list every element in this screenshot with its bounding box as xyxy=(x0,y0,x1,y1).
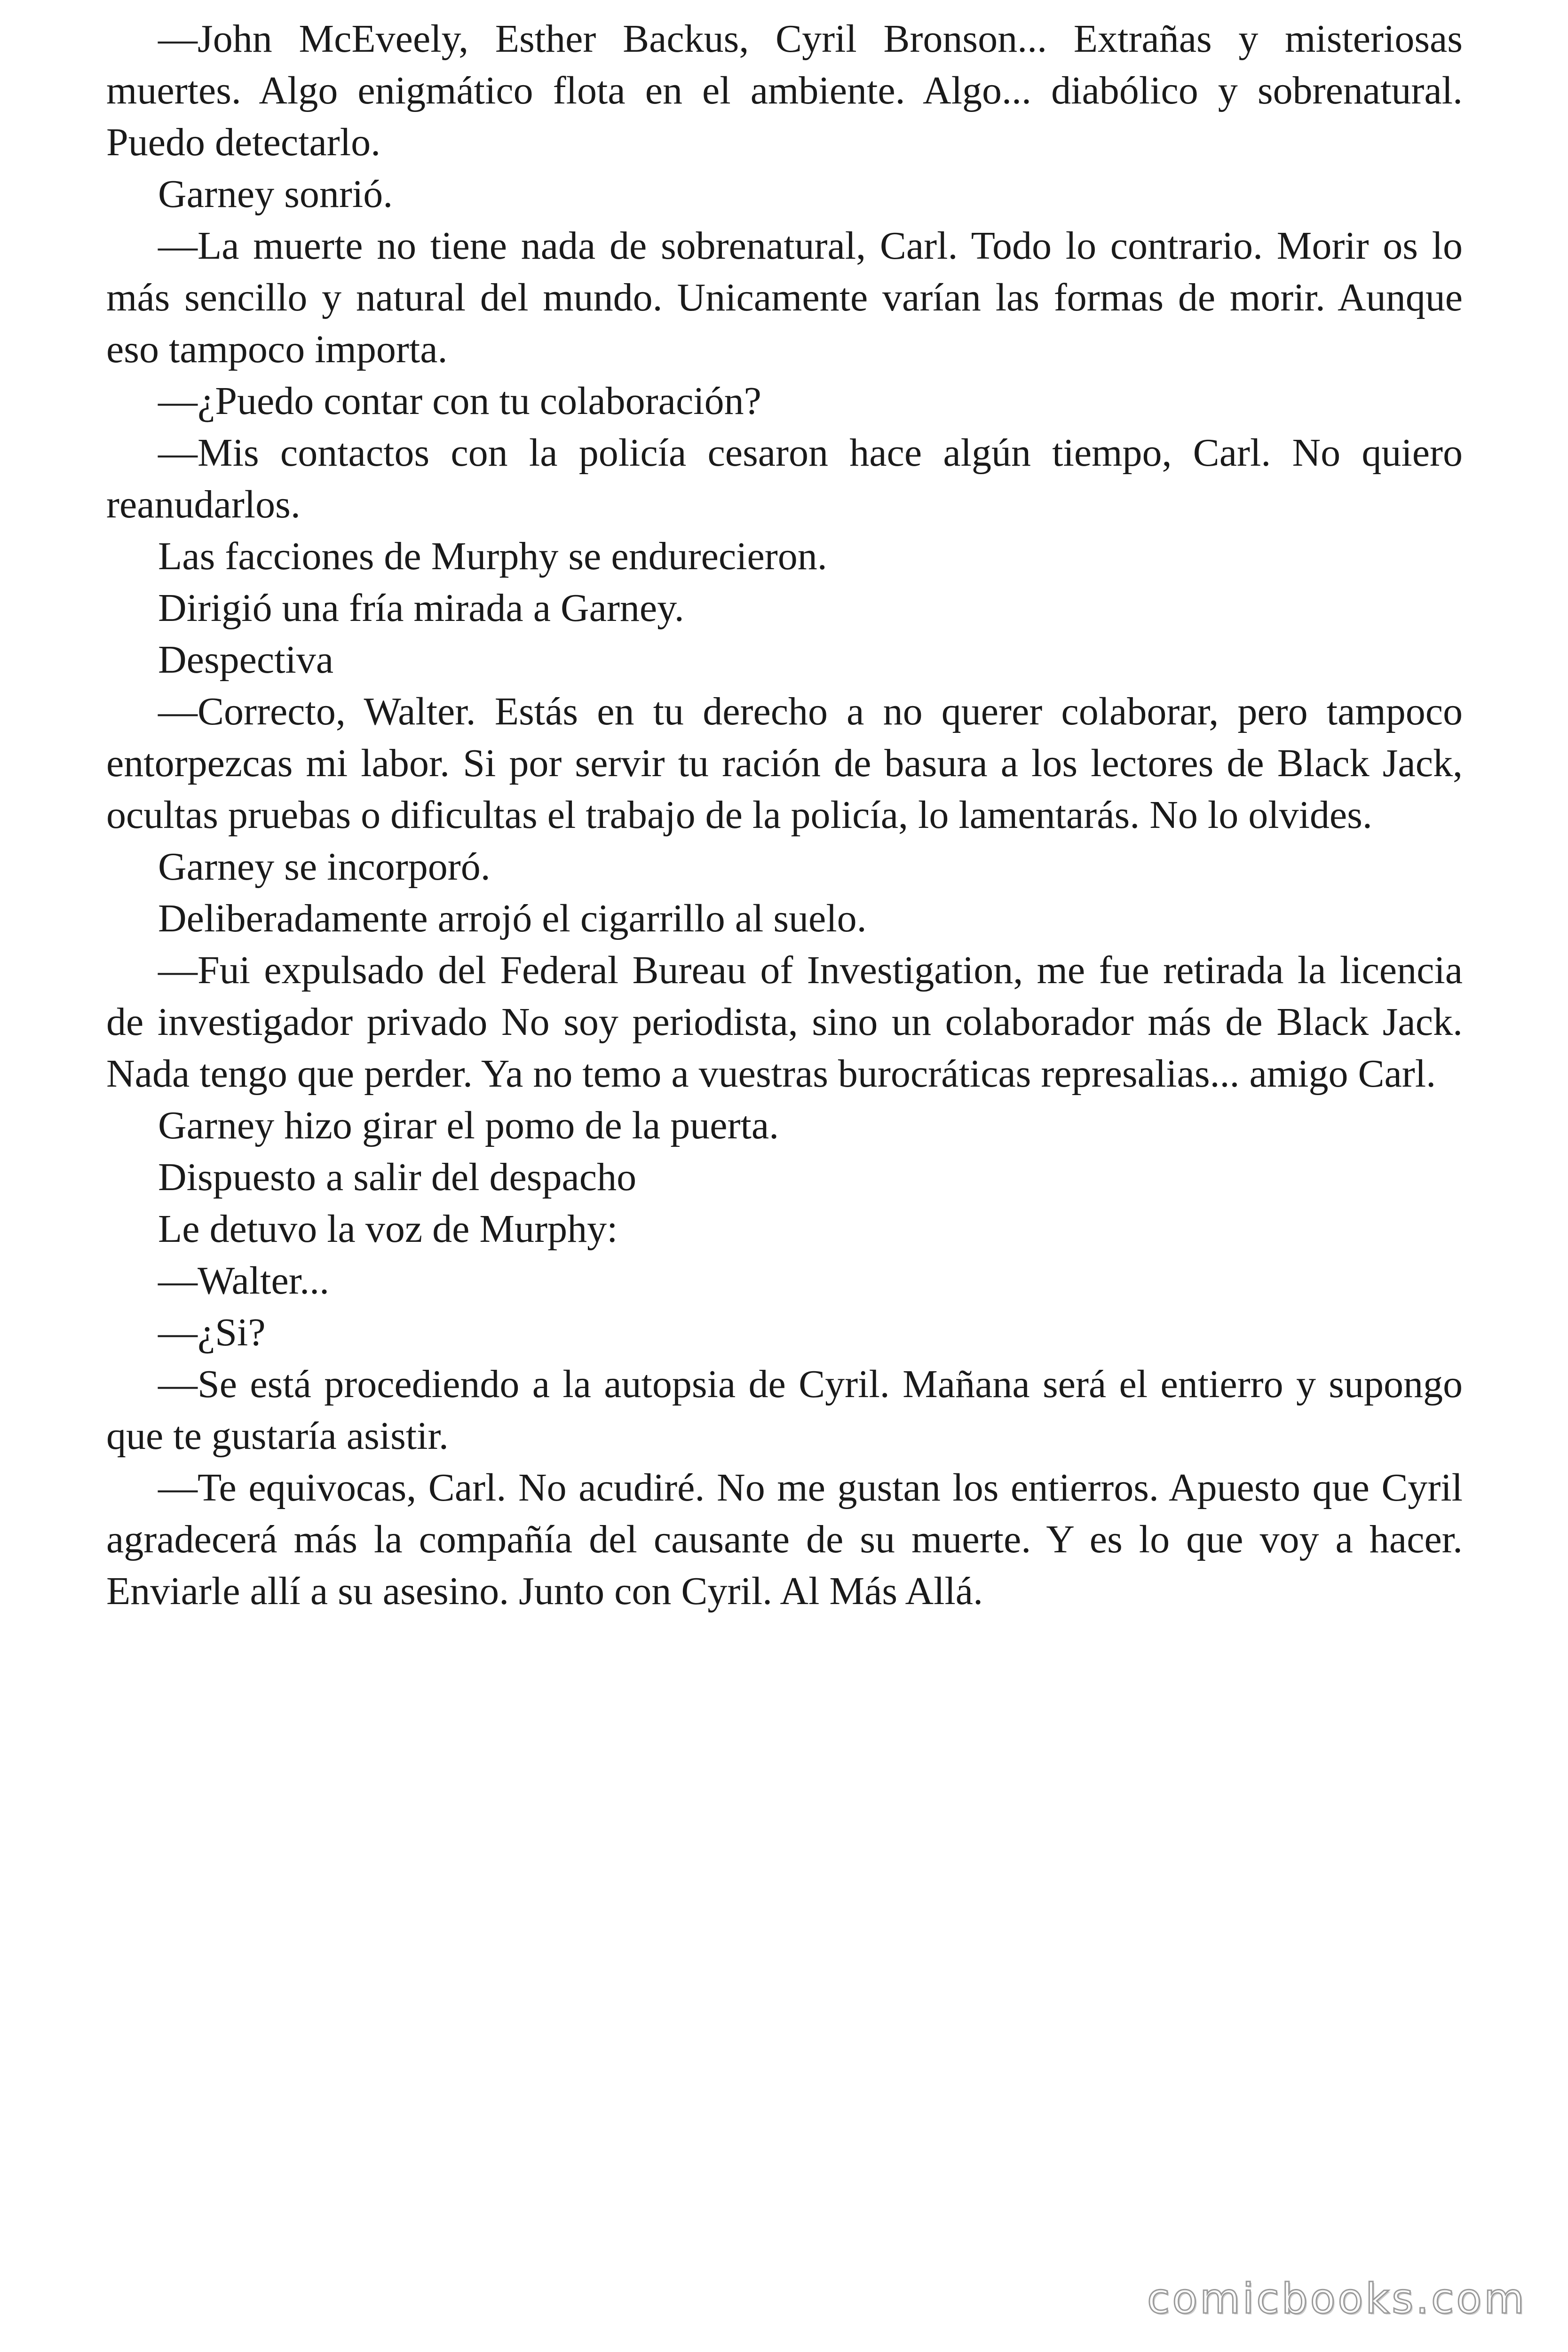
paragraph: —Te equivocas, Carl. No acudiré. No me gustan los entierros. Apuesto que Cyril agradecerá más la compañía del causante de su muerte. Y es lo que voy a hacer. Enviarle allí a su asesino. Junto con Cyril. Al Más Allá. xyxy=(106,1466,1463,1613)
paragraph: Garney sonrió. xyxy=(158,172,393,216)
paragraph: Las facciones de Murphy se endurecieron. xyxy=(158,534,827,578)
paragraph: —Walter... xyxy=(158,1259,330,1303)
paragraph: Deliberadamente arrojó el cigarrillo al suelo. xyxy=(158,897,867,940)
paragraph: Dispuesto a salir del despacho xyxy=(158,1155,637,1199)
paragraph: Garney hizo girar el pomo de la puerta. xyxy=(158,1104,779,1147)
paragraph: —La muerte no tiene nada de sobrenatural, Carl. Todo lo contrario. Morir os lo más sencillo y natural del mundo. Unicamente varían las formas de morir. Aunque eso tampoco importa. xyxy=(106,224,1463,371)
paragraph: —Fui expulsado del Federal Bureau of Investigation, me fue retirada la licencia de investigador privado No soy periodista, sino un colaborador más de Black Jack. Nada tengo que perder. Ya no temo a vuestras burocráticas represalias... amigo Carl. xyxy=(106,948,1463,1096)
paragraph: —Correcto, Walter. Estás en tu derecho a no querer colaborar, pero tampoco entorpezcas mi labor. Si por servir tu ración de basura a los lectores de Black Jack, ocultas pruebas o dificultas el trabajo de la policía, lo lamentarás. No lo olvides. xyxy=(106,690,1463,837)
paragraph: —¿Puedo contar con tu colaboración? xyxy=(158,379,761,423)
paragraph: Garney se incorporó. xyxy=(158,845,491,889)
paragraph: —Mis contactos con la policía cesaron hace algún tiempo, Carl. No quiero reanudarlos. xyxy=(106,431,1463,526)
paragraph: —Se está procediendo a la autopsia de Cyril. Mañana será el entierro y supongo que te gustaría asistir. xyxy=(106,1362,1463,1458)
paragraph: —¿Si? xyxy=(158,1311,266,1354)
paragraph: Despectiva xyxy=(158,638,334,682)
body-text xyxy=(106,13,1463,1617)
paragraph: —John McEveely, Esther Backus, Cyril Bronson... Extrañas y misteriosas muertes. Algo enigmático flota en el ambiente. Algo... diabólico y sobrenatural. Puedo detectarlo. xyxy=(106,17,1463,164)
paragraph: Dirigió una fría mirada a Garney. xyxy=(158,586,684,630)
paragraph: Le detuvo la voz de Murphy: xyxy=(158,1207,618,1251)
watermark: comicbooks.com xyxy=(1147,2274,1527,2323)
